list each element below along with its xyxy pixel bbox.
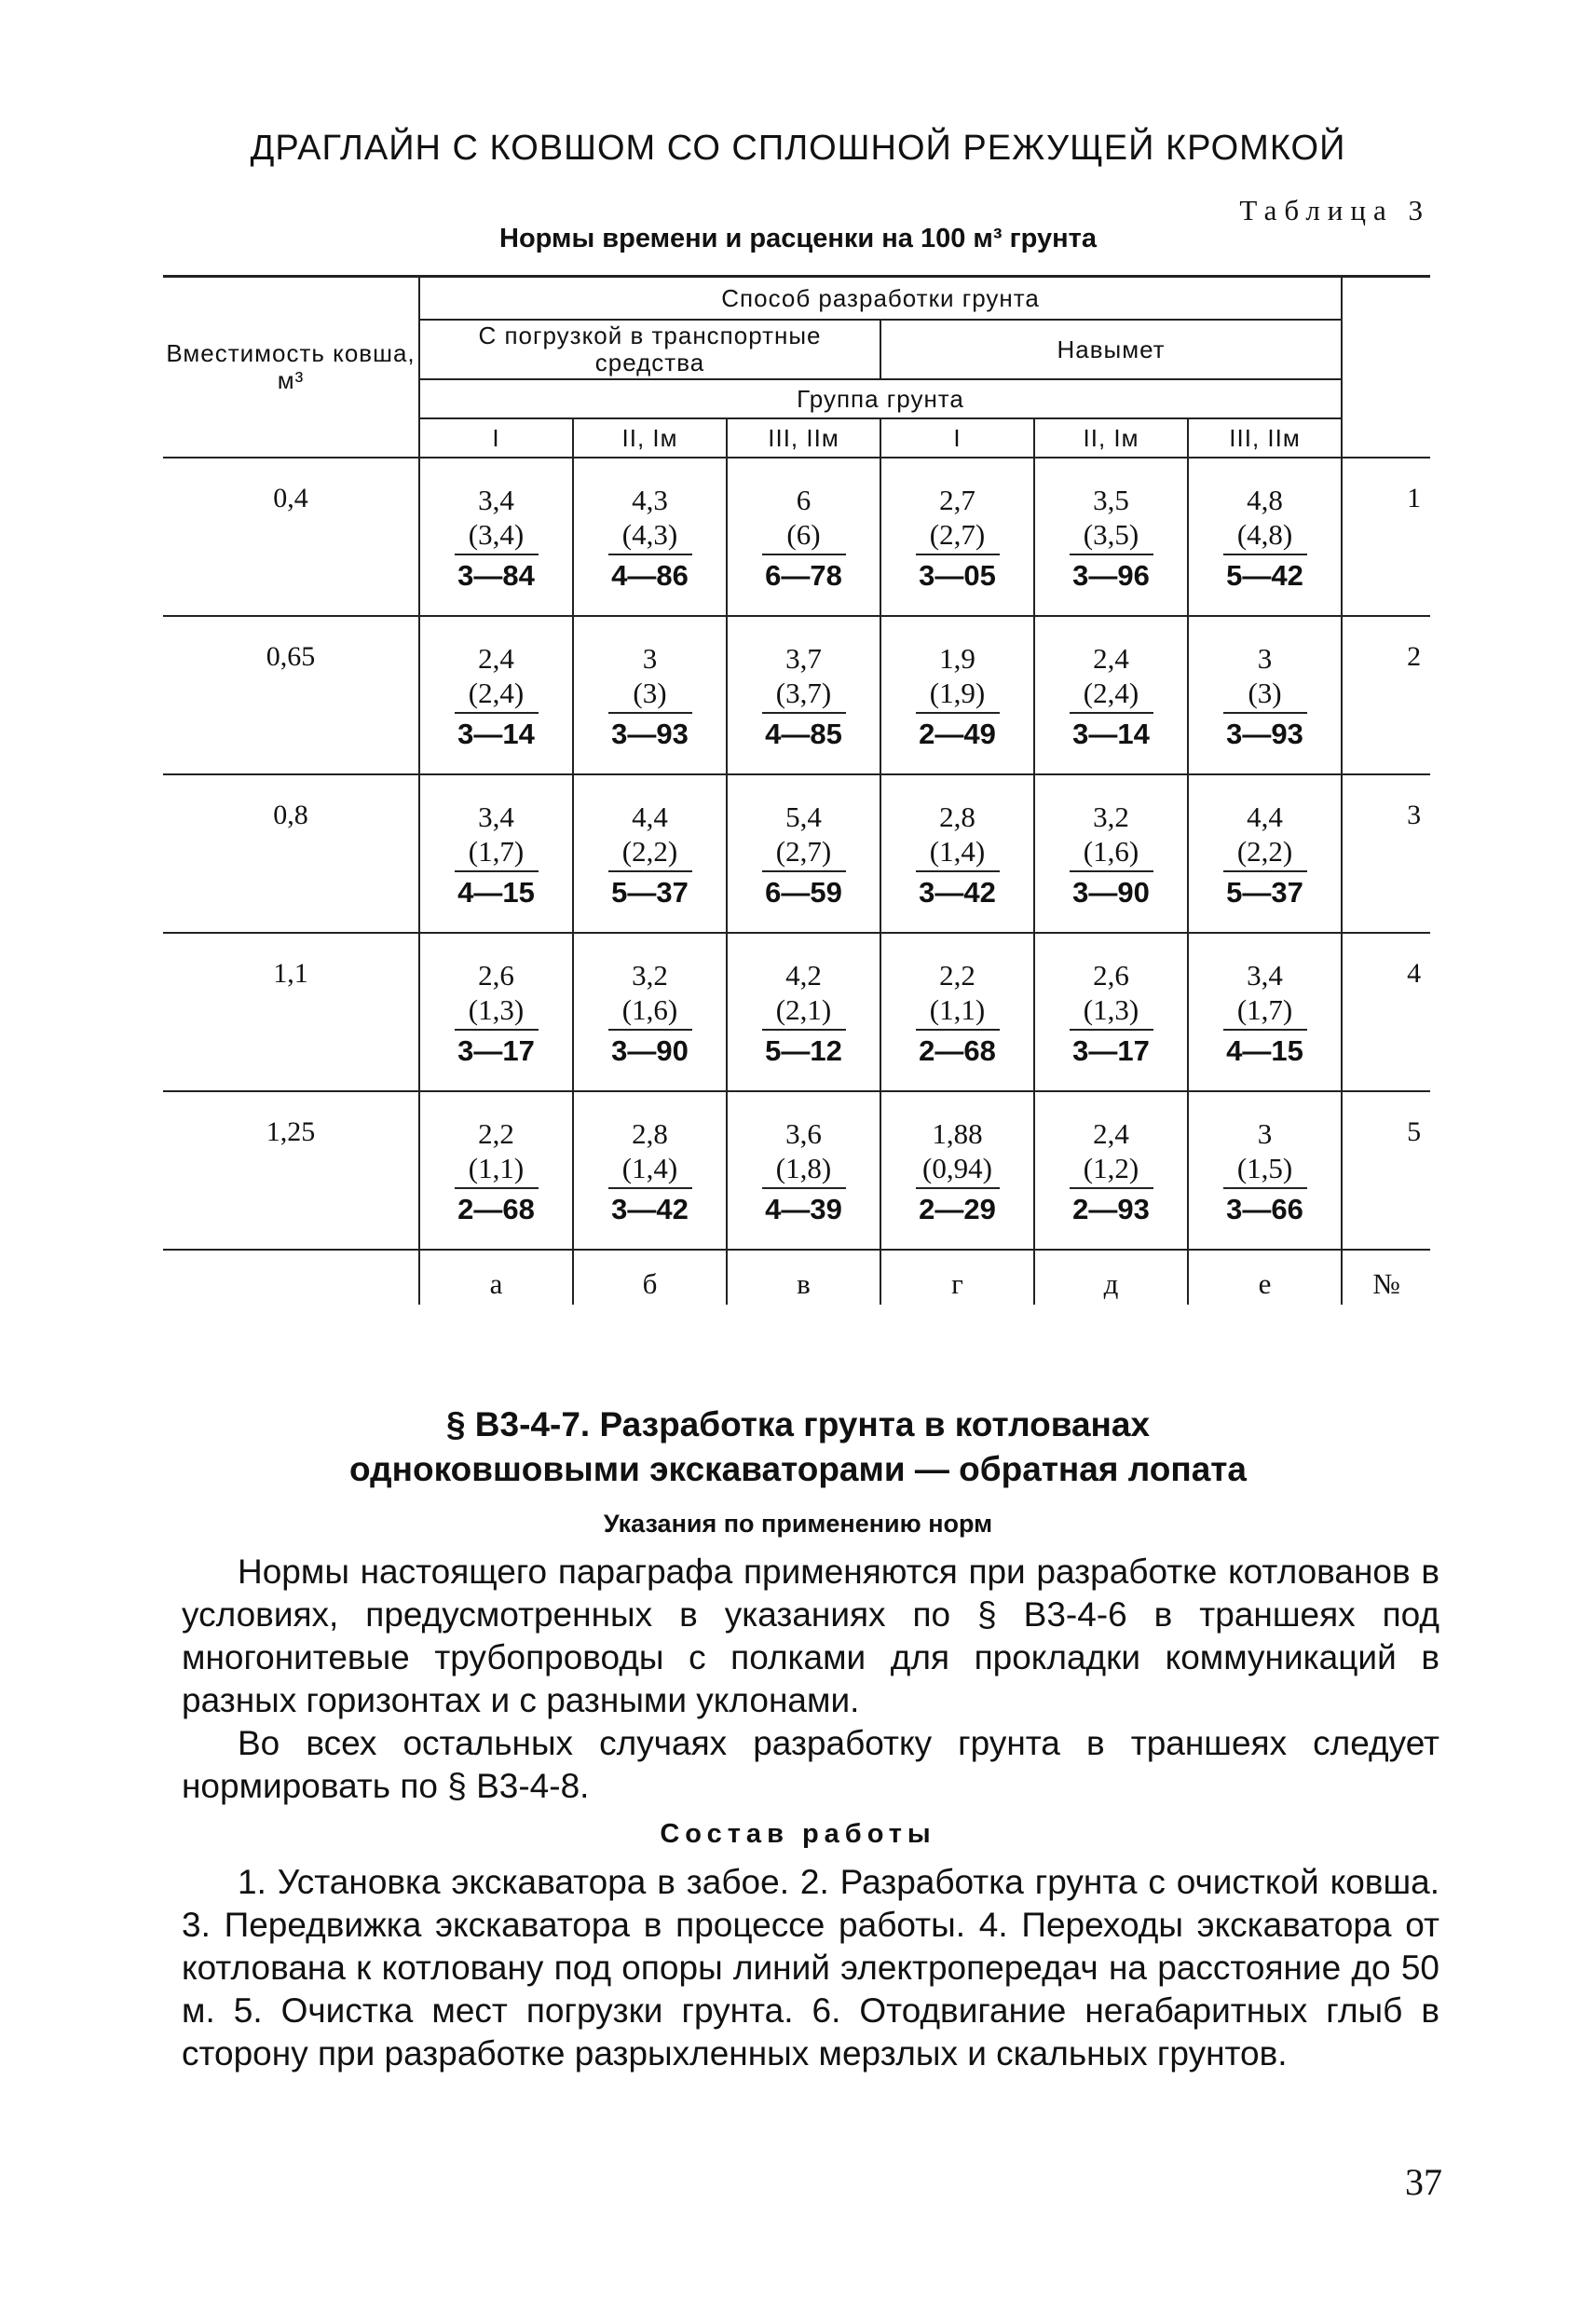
norm-fraction bbox=[762, 958, 846, 1072]
capacity-cell: 1,25 bbox=[163, 1091, 419, 1250]
row-number: 3 bbox=[1342, 774, 1430, 933]
rate-value: 6—78 bbox=[765, 559, 842, 592]
instructions-heading: Указания по применению норм bbox=[603, 1510, 993, 1538]
machine-time: (3,4) bbox=[455, 518, 539, 555]
norm-cell bbox=[1034, 774, 1188, 933]
group-header: Группа грунта bbox=[419, 379, 1342, 418]
page-heading: ДРАГЛАЙН С КОВШОМ СО СПЛОШНОЙ РЕЖУЩЕЙ КРОМКОЙ bbox=[250, 129, 1346, 168]
norm-fraction bbox=[1070, 958, 1153, 1072]
rate-value: 3—93 bbox=[1226, 718, 1303, 750]
norm-fraction bbox=[1070, 800, 1153, 913]
norm-fraction bbox=[1223, 800, 1307, 913]
time-norm: 4,2 bbox=[785, 959, 822, 992]
column-letter: б bbox=[573, 1250, 727, 1305]
rate-value: 3—66 bbox=[1226, 1193, 1303, 1225]
norm-fraction bbox=[1070, 483, 1153, 596]
rate-value: 4—85 bbox=[765, 718, 842, 750]
norm-cell bbox=[573, 1091, 727, 1250]
machine-time: (1,2) bbox=[1070, 1152, 1153, 1189]
column-letter: г bbox=[880, 1250, 1034, 1305]
norm-cell bbox=[727, 458, 880, 616]
norm-cell bbox=[1188, 1091, 1342, 1250]
rate-value: 3—96 bbox=[1072, 559, 1150, 592]
time-norm: 3 bbox=[1257, 642, 1273, 675]
instructions-paragraph: Во всех остальных случаях разработку грунта в траншеях следует нормировать по § В3-4-8. bbox=[182, 1724, 1439, 1805]
norm-fraction bbox=[608, 1116, 692, 1230]
rate-value: 2—93 bbox=[1072, 1193, 1150, 1225]
group-column-header: II, Iм bbox=[1034, 418, 1188, 458]
time-norm: 2,8 bbox=[939, 800, 975, 833]
machine-time: (0,94) bbox=[916, 1152, 1000, 1189]
column-letter: в bbox=[727, 1250, 880, 1305]
group-column-header: I bbox=[880, 418, 1034, 458]
time-norm: 4,4 bbox=[1247, 800, 1283, 833]
time-norm: 3,4 bbox=[478, 800, 514, 833]
norm-cell bbox=[419, 616, 573, 774]
number-column-label: № bbox=[1372, 1267, 1400, 1300]
norm-cell bbox=[419, 933, 573, 1091]
section-title bbox=[0, 1402, 1596, 1492]
machine-time: (2,7) bbox=[762, 835, 846, 872]
group-column-header: II, Iм bbox=[573, 418, 727, 458]
norm-cell bbox=[419, 1091, 573, 1250]
machine-time: (4,3) bbox=[608, 518, 692, 555]
norm-fraction bbox=[916, 641, 1000, 755]
capacity-header: Вместимость ковша, м³ bbox=[163, 277, 419, 458]
norm-cell bbox=[573, 458, 727, 616]
time-norm: 4,3 bbox=[632, 484, 668, 516]
norm-cell bbox=[727, 774, 880, 933]
capacity-cell: 0,65 bbox=[163, 616, 419, 774]
number-column-header bbox=[1342, 277, 1430, 458]
time-norm: 4,8 bbox=[1247, 484, 1283, 516]
rate-value: 5—42 bbox=[1226, 559, 1303, 592]
section-title-line: одноковшовыми экскаваторами — обратная лопата bbox=[349, 1450, 1247, 1488]
norm-fraction bbox=[455, 483, 539, 596]
machine-time: (2,1) bbox=[762, 993, 846, 1031]
group-column-header: III, IIм bbox=[727, 418, 880, 458]
time-norm: 5,4 bbox=[785, 800, 822, 833]
row-number: 4 bbox=[1342, 933, 1430, 1091]
time-norm: 1,88 bbox=[932, 1117, 983, 1150]
time-norm: 2,6 bbox=[1093, 959, 1129, 992]
machine-time: (1,6) bbox=[1070, 835, 1153, 872]
capacity-cell: 0,8 bbox=[163, 774, 419, 933]
group-column-header: III, IIм bbox=[1188, 418, 1342, 458]
time-norm: 3,2 bbox=[1093, 800, 1129, 833]
column-letter: е bbox=[1188, 1250, 1342, 1305]
rate-value: 5—37 bbox=[611, 876, 689, 909]
table-row bbox=[163, 933, 1430, 1091]
norm-fraction bbox=[608, 483, 692, 596]
norm-cell bbox=[880, 616, 1034, 774]
rate-value: 2—29 bbox=[919, 1193, 996, 1225]
row-number: 5 bbox=[1342, 1091, 1430, 1250]
norm-fraction bbox=[455, 641, 539, 755]
time-norm: 3,5 bbox=[1093, 484, 1129, 516]
machine-time: (2,4) bbox=[1070, 677, 1153, 714]
rate-value: 3—42 bbox=[611, 1193, 689, 1225]
rate-value: 4—86 bbox=[611, 559, 689, 592]
rate-value: 3—17 bbox=[1072, 1034, 1150, 1067]
work-composition-paragraph: 1. Установка экскаватора в забое. 2. Разработка грунта с очисткой ковша. 3. Передвижка экскаватора в процессе работы. 4. Переходы экскаватора от котлована к котловану под опоры линий электропередач на расстояние до 50 м. 5. Очистка мест погрузки грунта. 6. Отодвигание негабаритных глыб в сторону при разработке разрыхленных мерзлых и скальных грунтов. bbox=[182, 1863, 1439, 2073]
norm-cell bbox=[419, 458, 573, 616]
section-title-line: § В3-4-7. Разработка грунта в котлованах bbox=[445, 1405, 1151, 1443]
row-number: 1 bbox=[1342, 458, 1430, 616]
rate-value: 3—14 bbox=[457, 718, 535, 750]
norm-cell bbox=[880, 774, 1034, 933]
dump-header: Навымет bbox=[880, 320, 1342, 379]
time-norm: 3 bbox=[642, 642, 658, 675]
time-norm: 3,7 bbox=[785, 642, 822, 675]
norm-cell bbox=[1034, 458, 1188, 616]
rate-value: 4—15 bbox=[1226, 1034, 1303, 1067]
time-norm: 2,2 bbox=[478, 1117, 514, 1150]
machine-time: (3) bbox=[1223, 677, 1307, 714]
rate-value: 2—68 bbox=[919, 1034, 996, 1067]
table-row bbox=[163, 616, 1430, 774]
norm-fraction bbox=[1223, 958, 1307, 1072]
rate-value: 2—68 bbox=[457, 1193, 535, 1225]
table-row bbox=[163, 1091, 1430, 1250]
machine-time: (1,9) bbox=[916, 677, 1000, 714]
norm-cell bbox=[1034, 933, 1188, 1091]
norm-cell bbox=[727, 616, 880, 774]
machine-time: (6) bbox=[762, 518, 846, 555]
norm-fraction bbox=[1070, 641, 1153, 755]
time-norm: 6 bbox=[796, 484, 812, 516]
norm-cell bbox=[880, 933, 1034, 1091]
column-letter: д bbox=[1034, 1250, 1188, 1305]
machine-time: (1,8) bbox=[762, 1152, 846, 1189]
norm-cell bbox=[573, 774, 727, 933]
letter-spacer bbox=[163, 1250, 419, 1305]
machine-time: (2,2) bbox=[1223, 835, 1307, 872]
norm-cell bbox=[1034, 1091, 1188, 1250]
capacity-cell: 1,1 bbox=[163, 933, 419, 1091]
norm-cell bbox=[1034, 616, 1188, 774]
time-norm: 2,4 bbox=[478, 642, 514, 675]
norm-fraction bbox=[455, 800, 539, 913]
norm-fraction bbox=[608, 958, 692, 1072]
norm-fraction bbox=[916, 483, 1000, 596]
norm-cell bbox=[880, 1091, 1034, 1250]
table-row bbox=[163, 458, 1430, 616]
rate-value: 3—14 bbox=[1072, 718, 1150, 750]
machine-time: (1,4) bbox=[608, 1152, 692, 1189]
table-row bbox=[163, 774, 1430, 933]
column-letter: а bbox=[419, 1250, 573, 1305]
loading-header: С погрузкой в транспортные средства bbox=[419, 320, 880, 379]
work-composition-heading: Состав работы bbox=[660, 1819, 936, 1849]
machine-time: (3) bbox=[608, 677, 692, 714]
norm-fraction bbox=[762, 800, 846, 913]
norm-fraction bbox=[1223, 1116, 1307, 1230]
machine-time: (1,3) bbox=[455, 993, 539, 1031]
time-norm: 2,2 bbox=[939, 959, 975, 992]
norm-cell bbox=[1188, 616, 1342, 774]
rate-value: 3—17 bbox=[457, 1034, 535, 1067]
machine-time: (1,7) bbox=[455, 835, 539, 872]
norm-fraction bbox=[762, 1116, 846, 1230]
table-number: Таблица 3 bbox=[1239, 194, 1430, 226]
capacity-cell: 0,4 bbox=[163, 458, 419, 616]
time-norm: 2,6 bbox=[478, 959, 514, 992]
rate-value: 4—39 bbox=[765, 1193, 842, 1225]
machine-time: (1,7) bbox=[1223, 993, 1307, 1031]
norm-cell bbox=[1188, 933, 1342, 1091]
time-norm: 3,4 bbox=[478, 484, 514, 516]
rate-value: 3—93 bbox=[611, 718, 689, 750]
norm-cell bbox=[419, 774, 573, 933]
rate-value: 3—90 bbox=[611, 1034, 689, 1067]
machine-time: (1,1) bbox=[455, 1152, 539, 1189]
norm-fraction bbox=[1070, 1116, 1153, 1230]
rate-value: 3—90 bbox=[1072, 876, 1150, 909]
time-norm: 2,8 bbox=[632, 1117, 668, 1150]
norm-fraction bbox=[916, 1116, 1000, 1230]
machine-time: (2,2) bbox=[608, 835, 692, 872]
machine-time: (4,8) bbox=[1223, 518, 1307, 555]
norm-cell bbox=[727, 933, 880, 1091]
rate-value: 5—37 bbox=[1226, 876, 1303, 909]
norm-fraction bbox=[1223, 641, 1307, 755]
time-norm: 4,4 bbox=[632, 800, 668, 833]
norm-cell bbox=[1188, 774, 1342, 933]
rate-value: 4—15 bbox=[457, 876, 535, 909]
machine-time: (1,6) bbox=[608, 993, 692, 1031]
time-norm: 3,4 bbox=[1247, 959, 1283, 992]
norm-fraction bbox=[762, 483, 846, 596]
method-header: Способ разработки грунта bbox=[419, 277, 1342, 321]
rate-value: 6—59 bbox=[765, 876, 842, 909]
table-caption: Нормы времени и расценки на 100 м³ грунта bbox=[499, 224, 1097, 253]
instructions-paragraph: Нормы настоящего параграфа применяются при разработке котлованов в условиях, предусмотренных в указаниях по § В3-4-6 в траншеях под многонитевые трубопроводы с полками для прокладки коммуникаций в разных горизонтах и с разными уклонами. bbox=[182, 1553, 1439, 1719]
norm-fraction bbox=[916, 800, 1000, 913]
norm-fraction bbox=[608, 641, 692, 755]
norm-fraction bbox=[916, 958, 1000, 1072]
machine-time: (2,4) bbox=[455, 677, 539, 714]
machine-time: (1,3) bbox=[1070, 993, 1153, 1031]
time-norm: 3,2 bbox=[632, 959, 668, 992]
machine-time: (1,1) bbox=[916, 993, 1000, 1031]
time-norm: 2,4 bbox=[1093, 642, 1129, 675]
norm-fraction bbox=[608, 800, 692, 913]
machine-time: (1,5) bbox=[1223, 1152, 1307, 1189]
machine-time: (2,7) bbox=[916, 518, 1000, 555]
group-column-header: I bbox=[419, 418, 573, 458]
norms-table bbox=[163, 275, 1430, 1305]
rate-value: 3—05 bbox=[919, 559, 996, 592]
time-norm: 3 bbox=[1257, 1117, 1273, 1150]
machine-time: (3,7) bbox=[762, 677, 846, 714]
norm-cell bbox=[1188, 458, 1342, 616]
norm-cell bbox=[880, 458, 1034, 616]
time-norm: 2,7 bbox=[939, 484, 975, 516]
row-number: 2 bbox=[1342, 616, 1430, 774]
machine-time: (3,5) bbox=[1070, 518, 1153, 555]
time-norm: 3,6 bbox=[785, 1117, 822, 1150]
norm-fraction bbox=[1223, 483, 1307, 596]
norm-cell bbox=[573, 616, 727, 774]
norm-fraction bbox=[455, 958, 539, 1072]
norm-cell bbox=[727, 1091, 880, 1250]
rate-value: 3—84 bbox=[457, 559, 535, 592]
page-number: 37 bbox=[1405, 2161, 1442, 2203]
time-norm: 2,4 bbox=[1093, 1117, 1129, 1150]
norm-cell bbox=[573, 933, 727, 1091]
time-norm: 1,9 bbox=[939, 642, 975, 675]
machine-time: (1,4) bbox=[916, 835, 1000, 872]
rate-value: 2—49 bbox=[919, 718, 996, 750]
rate-value: 5—12 bbox=[765, 1034, 842, 1067]
norm-fraction bbox=[762, 641, 846, 755]
norm-fraction bbox=[455, 1116, 539, 1230]
rate-value: 3—42 bbox=[919, 876, 996, 909]
